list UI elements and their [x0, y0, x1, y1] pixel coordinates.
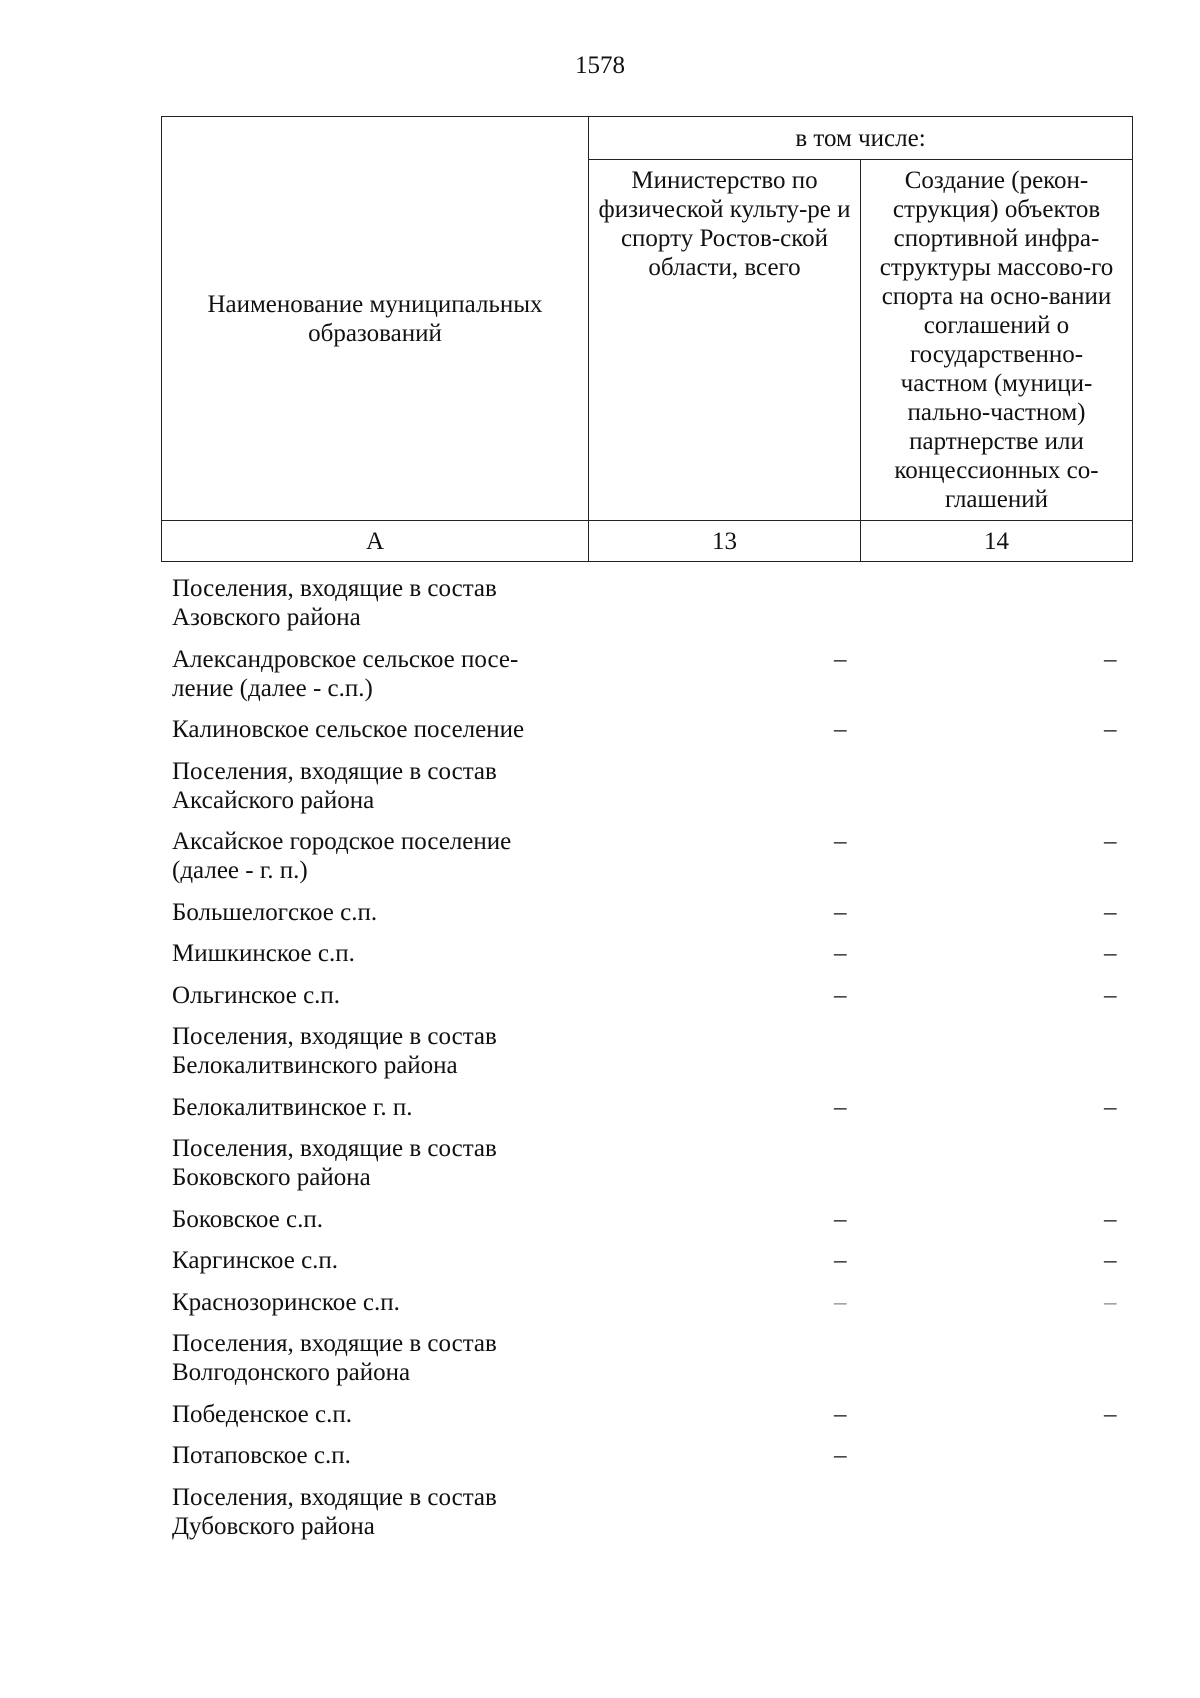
row-name: Александровское сельское посе-ление (далее - с.п.) [172, 645, 519, 702]
table-row [161, 757, 1132, 815]
header-span-label: в том числе: [589, 117, 1133, 160]
row-name: Каргинское с.п. [172, 1247, 339, 1274]
row-name: Ольгинское с.п. [172, 981, 341, 1009]
row-value-13: – [834, 828, 847, 855]
table-row [161, 1205, 1132, 1234]
column-code-14: 14 [861, 521, 1133, 562]
header-col-13-label: Министерство по физической культу-ре и спорту Ростов-ской области, всего [598, 167, 851, 281]
row-name: Поселения, входящие в состав Дубовского района [172, 1483, 497, 1540]
row-value-14: – [1104, 1247, 1117, 1274]
row-value-14: – [1104, 716, 1117, 743]
row-value-14: – [1104, 828, 1117, 855]
table-row [161, 1093, 1132, 1122]
row-name: Поселения, входящие в состав Белокалитвинского района [172, 1023, 497, 1079]
table-row [161, 1246, 1132, 1275]
row-name: Поселения, входящие в состав Азовского района [172, 575, 497, 631]
table-row [161, 1441, 1132, 1470]
header-table [161, 116, 1133, 562]
row-value-13: – [834, 1442, 847, 1469]
row-value-14: – [1104, 1093, 1117, 1121]
row-value-14: – [1104, 1288, 1117, 1316]
row-value-13: – [834, 1093, 847, 1121]
table-row [161, 1134, 1132, 1192]
header-col-14 [861, 160, 1133, 521]
row-value-14: – [1104, 1400, 1117, 1428]
row-value-13: – [834, 981, 847, 1009]
row-name: Победенское с.п. [172, 1400, 353, 1428]
header-col-14-label: Создание (рекон-струкция) объектов спортивной инфра-структуры массово-го спорта на осно-вании соглашений о государственно-частном (муници-пально-частном) партнерстве или концессионных со-глашений [879, 167, 1114, 513]
row-value-14: – [1104, 1205, 1117, 1233]
row-value-13: – [834, 1247, 847, 1274]
table-row [161, 1400, 1132, 1429]
row-value-14: – [1104, 898, 1117, 926]
row-name: Поселения, входящие в состав Аксайского района [172, 757, 497, 814]
table-row [161, 1022, 1132, 1080]
row-name: Мишкинское с.п. [172, 940, 355, 967]
row-value-13: – [834, 940, 847, 967]
table-row [161, 939, 1132, 968]
header-name-label: Наименование муниципальных образований [207, 290, 543, 347]
table-row [161, 1288, 1132, 1317]
row-name: Аксайское городское поселение (далее - г. п.) [172, 828, 512, 884]
table-row [161, 715, 1132, 744]
row-value-14: – [1104, 645, 1117, 673]
row-value-13: – [834, 716, 847, 743]
table-row [161, 827, 1132, 885]
column-code-a: А [162, 521, 589, 562]
table-row [161, 1329, 1132, 1387]
header-col-13 [589, 160, 861, 521]
table-row [161, 1483, 1132, 1541]
table-row [161, 645, 1132, 703]
table-body [161, 574, 1132, 1553]
page-number: 1578 [575, 52, 625, 79]
table-row [161, 898, 1132, 927]
row-value-14: – [1104, 981, 1117, 1009]
row-value-14: – [1104, 940, 1117, 967]
row-name: Боковское с.п. [172, 1205, 323, 1233]
row-value-13: – [834, 1288, 847, 1316]
table-row [161, 981, 1132, 1010]
row-value-13: – [834, 645, 847, 673]
row-name: Потаповское с.п. [172, 1442, 351, 1469]
column-code-13: 13 [589, 521, 861, 562]
row-name: Калиновское сельское поселение [172, 716, 525, 743]
row-name: Поселения, входящие в состав Боковского района [172, 1135, 497, 1191]
row-value-13: – [834, 1400, 847, 1428]
table-row [161, 574, 1132, 632]
row-name: Большелогское с.п. [172, 898, 378, 926]
row-value-13: – [834, 1205, 847, 1233]
header-name-column [162, 117, 589, 521]
row-name: Белокалитвинское г. п. [172, 1093, 413, 1121]
row-name: Краснозоринское с.п. [172, 1288, 400, 1316]
row-name: Поселения, входящие в состав Волгодонского района [172, 1330, 497, 1386]
row-value-13: – [834, 898, 847, 926]
